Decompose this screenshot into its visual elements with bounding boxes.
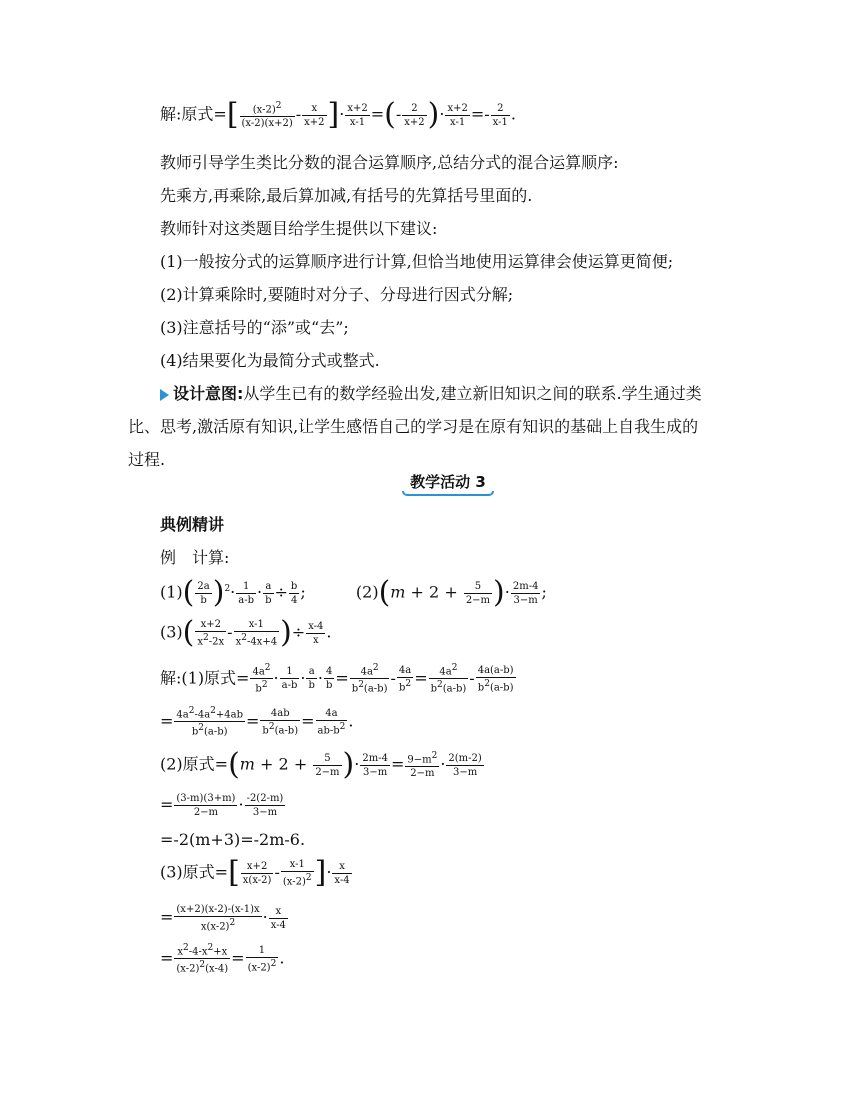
problem-3: (3)( $\frac{x+2}{x^2-2x}$ - $\frac{x-1}{x^2-4x+4}$ )÷ $\frac{x-4}{x}$ . [160, 615, 332, 651]
triangle-marker-icon [160, 389, 169, 401]
solution-2-line1: (2)原式=(m + 2 + $\frac{5}{2-m}$ )· $\frac{2m-4}{3-m}$ = $\frac{9-m^2}{2-m}$ · $\frac{2(m-2)}{3-m}$ [160, 747, 482, 783]
problem-1-2: (1)( $\frac{2a}{b}$ )$^2$· $\frac{1}{a-b}$ · $\frac{a}{b}$ ÷ $\frac{b}{4}$ ; (2)(m + 2 + $\frac{5}{2-m}$ )· $\frac{2m-4}{3-m}$ ; [160, 575, 547, 610]
activity-title: 教学活动 3 [410, 473, 486, 491]
tip-2: (2)计算乘除时,要随时对分子、分母进行因式分解; [160, 285, 514, 304]
solution-3-line1: (3)原式=[ $\frac{x+2}{x(x-2)}$ - $\frac{x-1}{(x-2)^2}$ ]· $\frac{x}{x-4}$ [160, 855, 350, 891]
design-intent-line2: 比、思考,激活原有知识,让学生感悟自己的学习是在原有知识的基础上自我生成的 [128, 417, 699, 436]
problem-1-label: (1) [160, 582, 183, 602]
activity-underline [402, 491, 494, 496]
tip-1: (1)一般按分式的运算顺序进行计算,但恰当地使用运算律会使运算更简便; [160, 252, 674, 271]
solution-2-line3: =-2(m+3)=-2m-6. [160, 830, 306, 849]
tip-3: (3)注意括号的“添”或“去”; [160, 318, 349, 337]
section-title: 典例精讲 [160, 515, 225, 534]
solution-1-line2: = $\frac{4a^2-4a^2+4ab}{b^2(a-b)}$ = $\frac{4ab}{b^2(a-b)}$ = $\frac{4a}{ab-b^2}$ . [160, 706, 354, 738]
solution-3-line3: = $\frac{x^2-4-x^2+x}{(x-2)^2(x-4)}$ = $\frac{1}{(x-2)^2}$ . [160, 943, 285, 975]
activity-heading [402, 470, 494, 496]
solution-1-label: 解:(1)原式= [160, 668, 250, 688]
paragraph-2: 先乘方,再乘除,最后算加减,有括号的先算括号里面的. [160, 186, 533, 205]
design-intent [160, 381, 702, 404]
solution-3-label: (3)原式= [160, 862, 229, 882]
solution-2-label: (2)原式= [160, 754, 229, 774]
design-intent-label: 设计意图: [173, 384, 244, 403]
solution-2-line2: = $\frac{(3-m)(3+m)}{2-m}$ · $\frac{-2(2-m)}{3-m}$ [160, 793, 284, 818]
design-intent-line3: 过程. [128, 450, 166, 469]
example-label: 例 计算: [160, 548, 230, 567]
tip-4: (4)结果要化为最简分式或整式. [160, 351, 380, 370]
solution-3-line2: = $\frac{(x+2)(x-2)-(x-1)x}{x(x-2)^2}$ · $\frac{x}{x-4}$ [160, 904, 286, 933]
paragraph-3: 教师针对这类题目给学生提供以下建议: [160, 219, 438, 238]
solution-1-line1: 解:(1)原式= $\frac{4a^2}{b^2}$ · $\frac{1}{a-b}$ · $\frac{a}{b}$ · $\frac{4}{b}$ = $\frac{4a^2}{b^2(a-b)}$ - $\frac{4a}{b^2}$ = $\frac{4a^2}{b^2(a-b)}$ - $\frac{4a(a-b)}{b^2(a-b)}$ [160, 663, 514, 695]
paragraph-1: 教师引导学生类比分数的混合运算顺序,总结分式的混合运算顺序: [160, 153, 619, 172]
prev-solution-line: 解:原式=[ $\frac{(x-2)^2}{(x-2)(x+2)}$ - $\frac{x}{x+2}$ ]· $\frac{x+2}{x-1}$ =(- $\frac{2}{x+2}$ )· $\frac{x+2}{x-1}$ =- $\frac{2}{x-1}$ . [160, 97, 516, 133]
problem-3-label: (3) [160, 622, 183, 642]
solution-intro: 解:原式= [160, 104, 227, 124]
problem-2-label: (2) [355, 582, 379, 602]
design-intent-line1: 从学生已有的数学经验出发,建立新旧知识之间的联系.学生通过类 [243, 384, 702, 403]
